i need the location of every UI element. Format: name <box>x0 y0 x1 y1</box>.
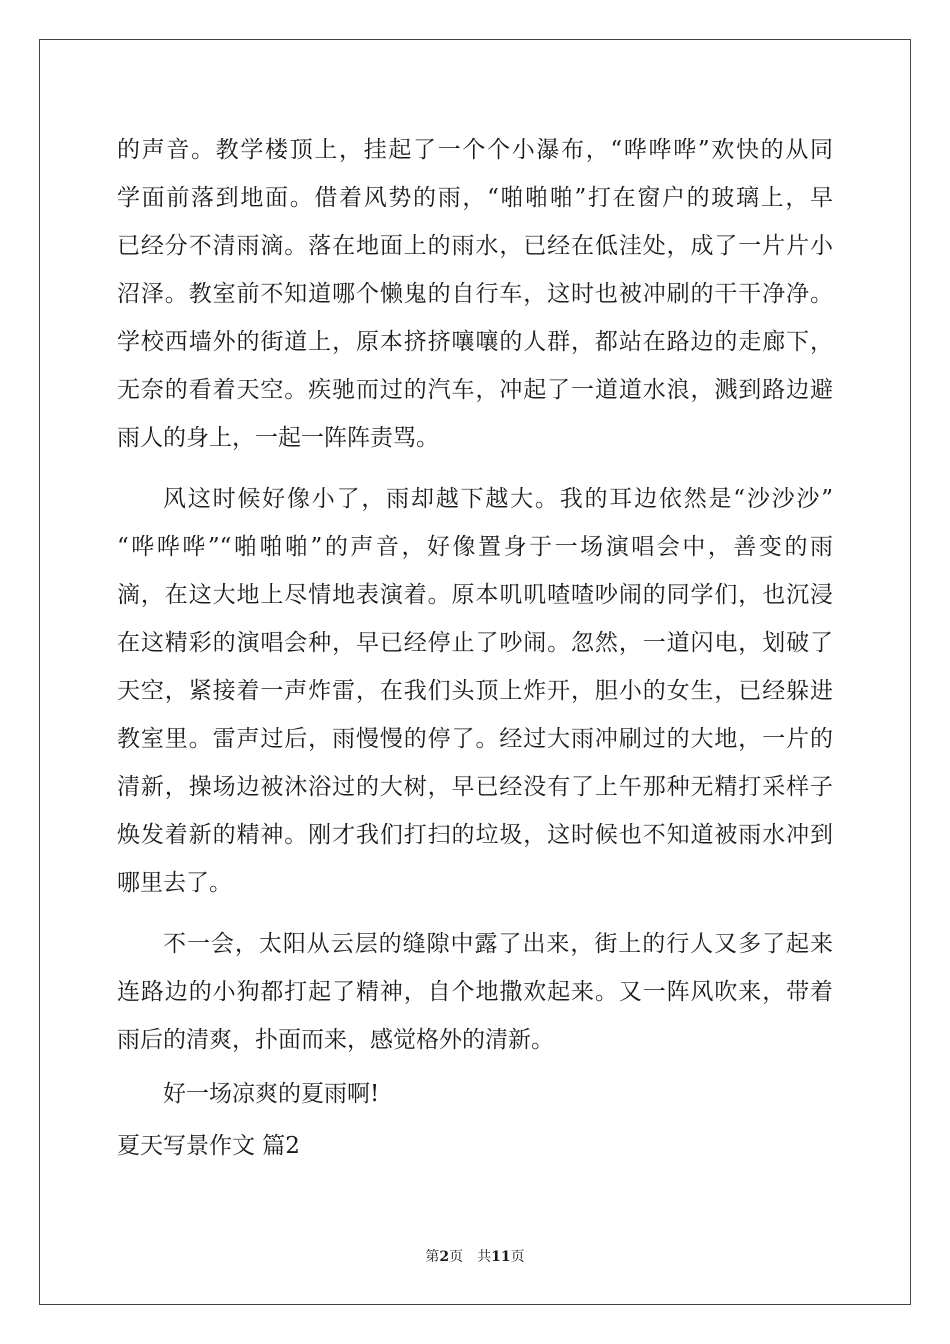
page-frame <box>39 39 911 1305</box>
current-page-number: 2 <box>439 1249 450 1265</box>
text-line: 雨人的身上，一起一阵阵责骂。 <box>117 425 439 451</box>
text-line: 哪里去了。 <box>117 870 232 896</box>
text-line: 学面前落到地面。借着风势的雨，“啪啪啪”打在窗户的玻璃上，早 <box>117 185 833 211</box>
text-line: 滴，在这大地上尽情地表演着。原本叽叽喳喳吵闹的同学们，也沉浸 <box>117 582 833 608</box>
section-heading: 夏天写景作文 篇2 <box>117 1133 300 1159</box>
text-line: 学校西墙外的街道上，原本挤挤嚷嚷的人群，都站在路边的走廊下， <box>117 329 833 355</box>
page-prefix: 第 <box>425 1249 440 1265</box>
text-line: 焕发着新的精神。刚才我们打扫的垃圾，这时候也不知道被雨水冲到 <box>117 822 833 848</box>
text-line: 的声音。教学楼顶上，挂起了一个个小瀑布，“哗哗哗”欢快的从同 <box>117 137 833 163</box>
page-footer <box>0 1247 950 1267</box>
text-line: 在这精彩的演唱会种，早已经停止了吵闹。忽然，一道闪电，划破了 <box>117 630 833 656</box>
text-line: 无奈的看着天空。疾驰而过的汽车，冲起了一道道水浪，溅到路边避 <box>117 377 833 403</box>
text-line: 清新，操场边被沐浴过的大树，早已经没有了上午那种无精打采样子 <box>117 774 833 800</box>
text-line: 连路边的小狗都打起了精神，自个地撒欢起来。又一阵风吹来，带着 <box>117 979 833 1005</box>
text-line: 教室里。雷声过后，雨慢慢的停了。经过大雨冲刷过的大地，一片的 <box>117 726 833 752</box>
text-line: 沼泽。教室前不知道哪个懒鬼的自行车，这时也被冲刷的干干净净。 <box>117 281 833 307</box>
text-line: 已经分不清雨滴。落在地面上的雨水，已经在低洼处，成了一片片小 <box>117 233 833 259</box>
page-suffix: 页 <box>510 1249 525 1265</box>
text-line: 雨后的清爽，扑面而来，感觉格外的清新。 <box>117 1027 554 1053</box>
page-mid: 页 共 <box>449 1249 492 1265</box>
text-line: 天空，紧接着一声炸雷，在我们头顶上炸开，胆小的女生，已经躲进 <box>117 678 833 704</box>
text-line: 不一会，太阳从云层的缝隙中露了出来，街上的行人又多了起来 <box>163 931 833 957</box>
text-line: 风这时候好像小了，雨却越下越大。我的耳边依然是“沙沙沙” <box>163 486 833 512</box>
text-line: 好一场凉爽的夏雨啊! <box>163 1081 380 1107</box>
total-page-count: 11 <box>491 1249 511 1265</box>
text-line: “哗哗哗”“啪啪啪”的声音，好像置身于一场演唱会中，善变的雨 <box>117 534 833 560</box>
